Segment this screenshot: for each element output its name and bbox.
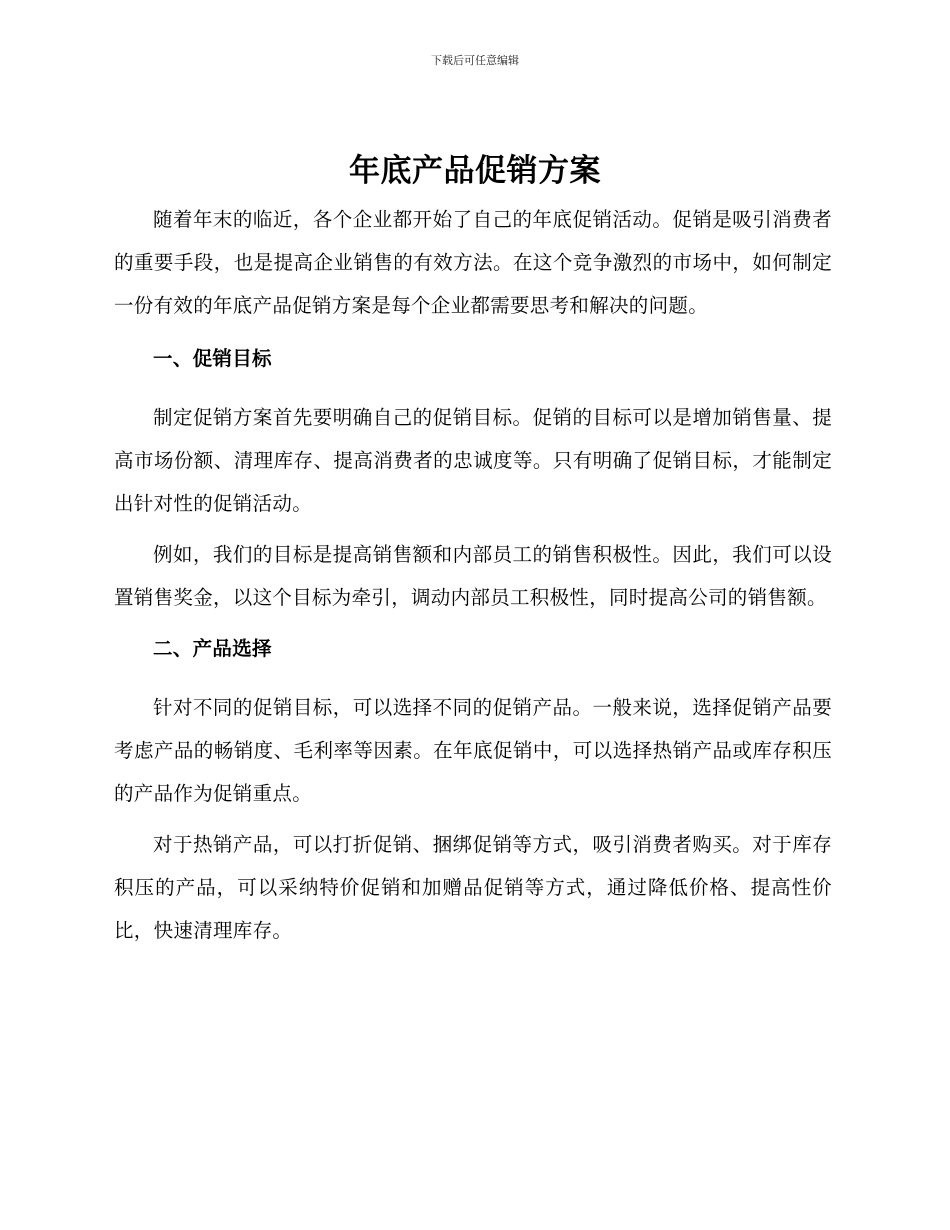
body-paragraph: 制定促销方案首先要明确自己的促销目标。促销的目标可以是增加销售量、提高市场份额、清理库存、提高消费者的忠诚度等。只有明确了促销目标，才能制定出针对性的促销活动。 — [114, 406, 832, 515]
body-paragraph: 针对不同的促销目标，可以选择不同的促销产品。一般来说，选择促销产品要考虑产品的畅销度、毛利率等因素。在年底促销中，可以选择热销产品或库存积压的产品作为促销重点。 — [114, 696, 832, 805]
intro-paragraph: 随着年末的临近，各个企业都开始了自己的年底促销活动。促销是吸引消费者的重要手段，也是提高企业销售的有效方法。在这个竞争激烈的市场中，如何制定一份有效的年底产品促销方案是每个企业都需要思考和解决的问题。 — [114, 208, 832, 317]
body-paragraph: 例如，我们的目标是提高销售额和内部员工的销售积极性。因此，我们可以设置销售奖金，以这个目标为牵引，调动内部员工积极性，同时提高公司的销售额。 — [114, 543, 832, 609]
section-product-selection — [114, 627, 832, 952]
body-paragraph: 对于热销产品，可以打折促销、捆绑促销等方式，吸引消费者购买。对于库存积压的产品，可以采纳特价促销和加赠品促销等方式，通过降低价格、提高性价比，快速清理库存。 — [114, 833, 832, 942]
section-heading: 二、产品选择 — [153, 637, 272, 660]
document-title: 年底产品促销方案 — [349, 153, 601, 189]
header-note: 下载后可任意编辑 — [431, 54, 519, 67]
section-promotion-goals — [114, 337, 832, 619]
document-body — [114, 198, 832, 960]
section-heading: 一、促销目标 — [153, 347, 272, 370]
